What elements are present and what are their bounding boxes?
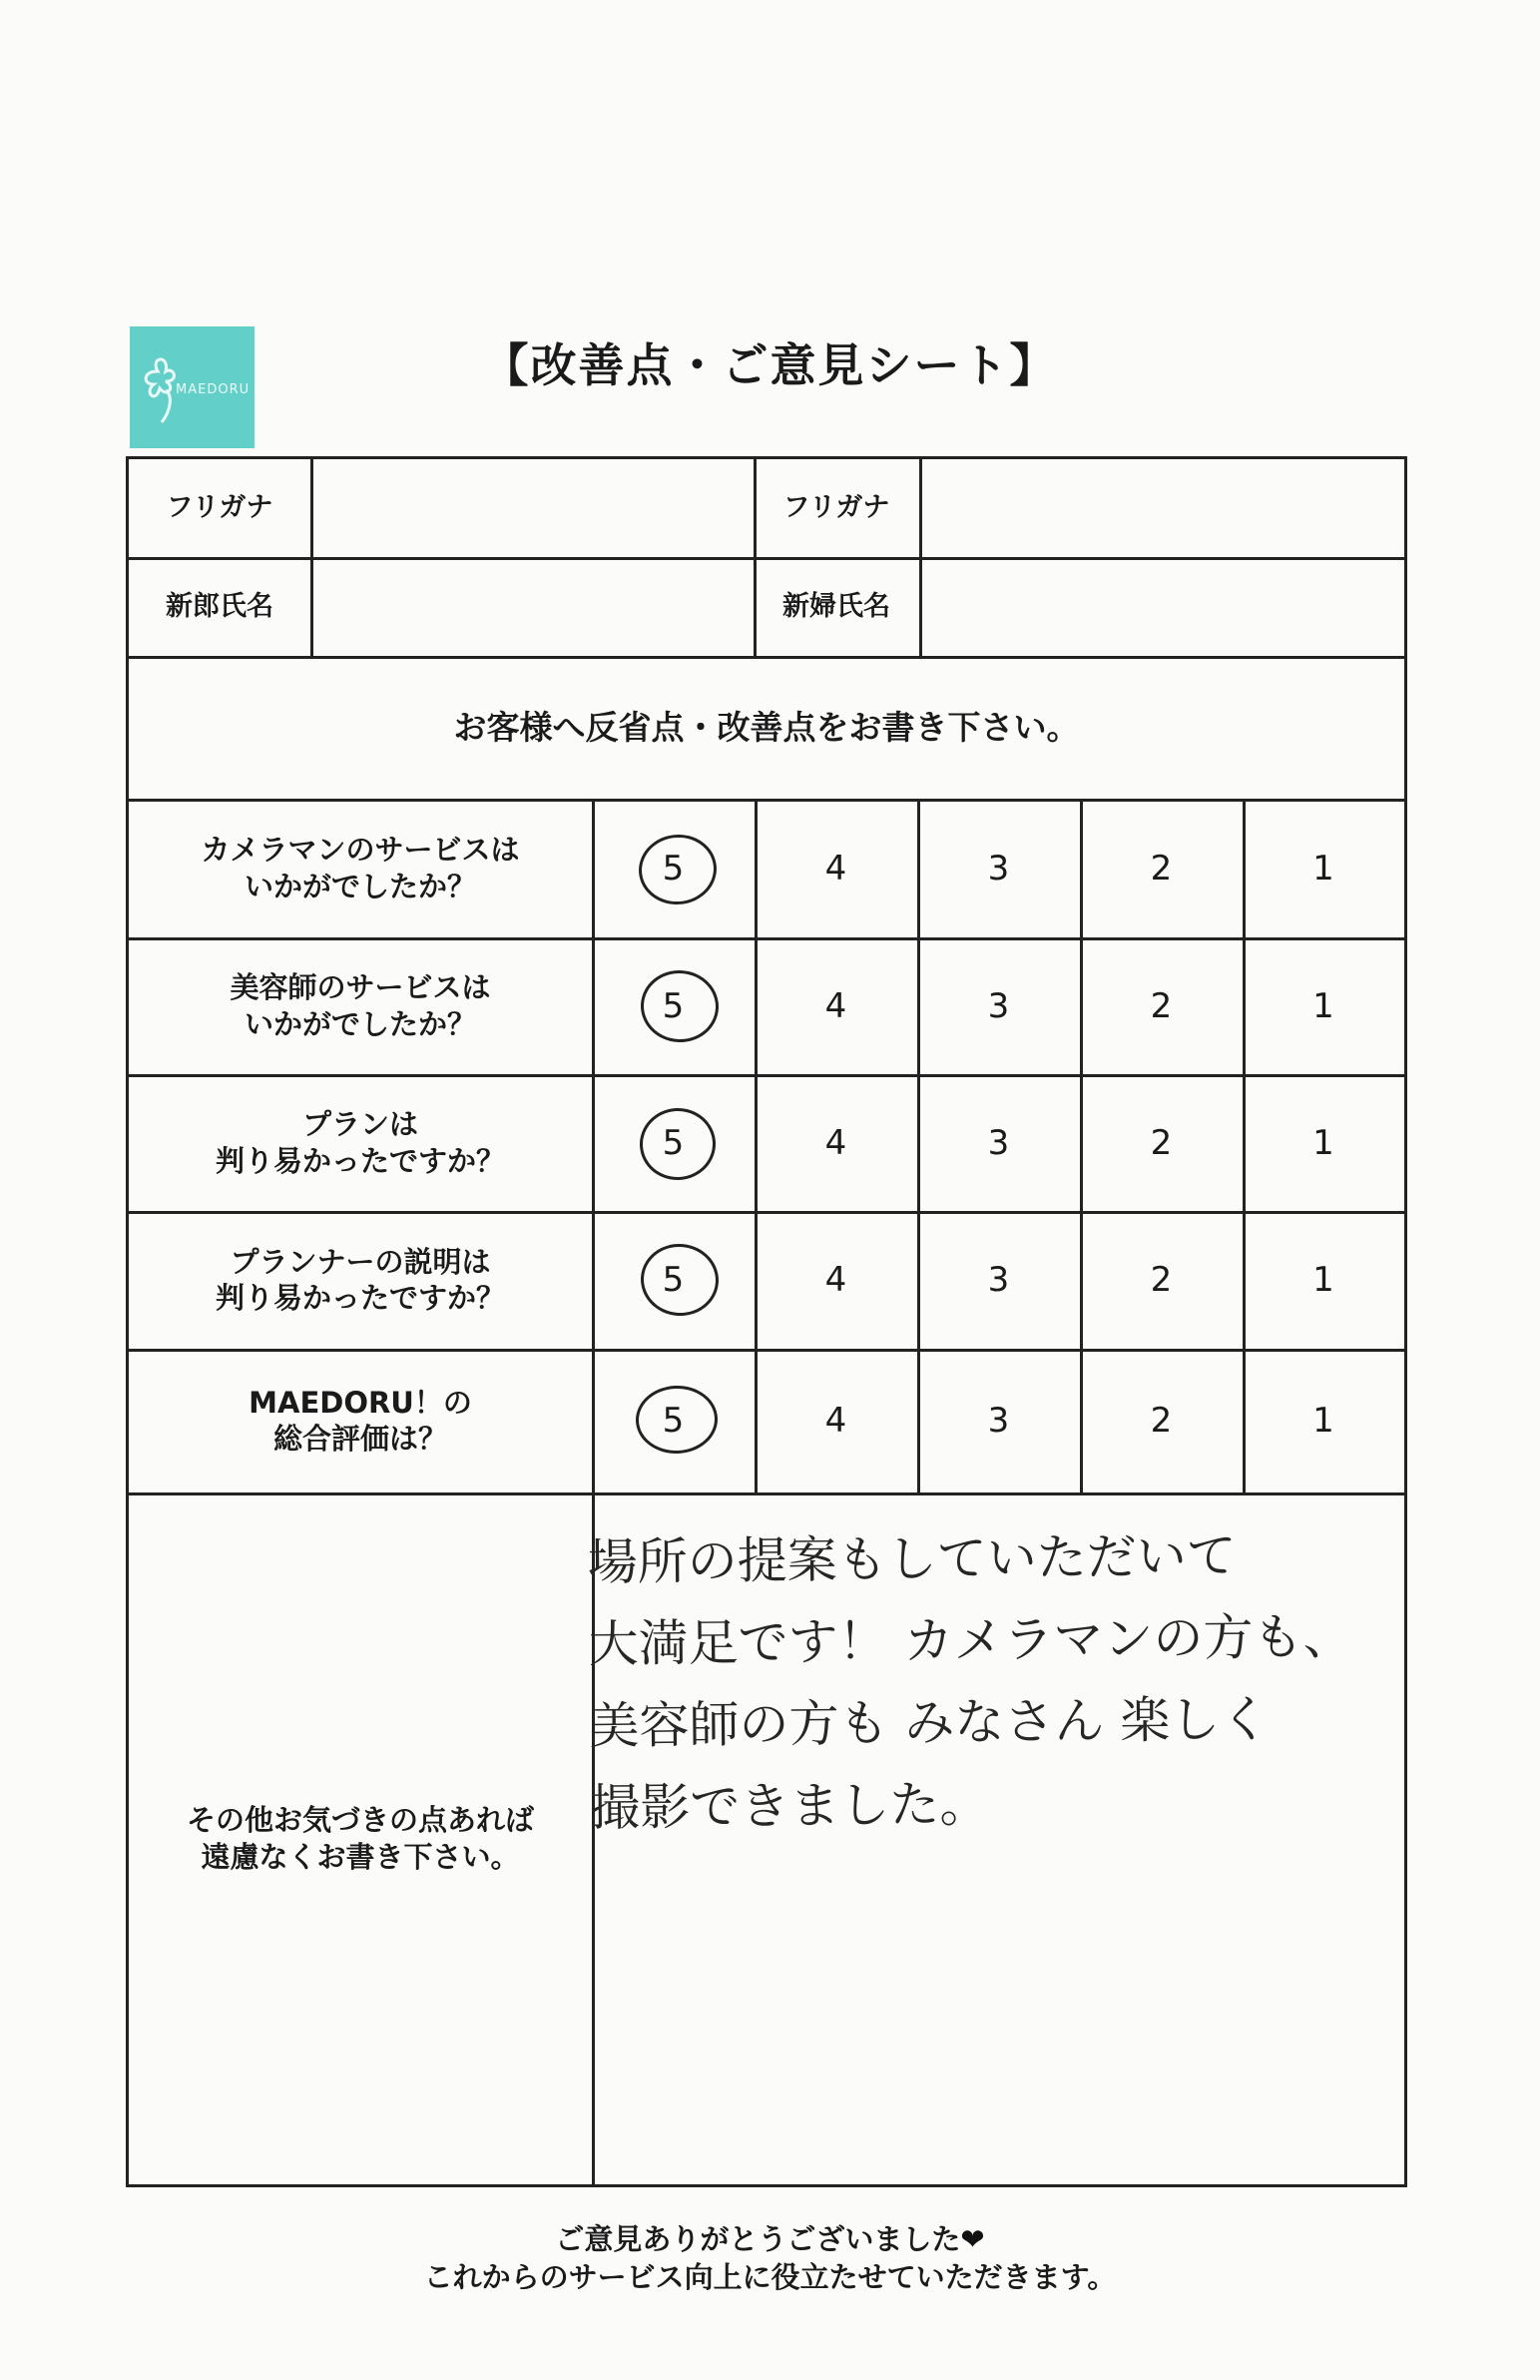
- col-divider: [919, 459, 922, 656]
- rating-option-1[interactable]: 1: [1312, 1122, 1334, 1163]
- heart-icon: ❤: [960, 2222, 985, 2256]
- instruction-text: お客様へ反省点・改善点をお書き下さい。: [453, 707, 1080, 747]
- question-label: カメラマンのサービスは いかがでしたか？: [201, 833, 520, 903]
- logo-text: MAEDORU: [176, 382, 251, 397]
- rating-option-4[interactable]: 4: [824, 848, 847, 889]
- rating-option-1[interactable]: 1: [1312, 985, 1334, 1026]
- rating-option-2[interactable]: 2: [1150, 1122, 1173, 1163]
- rating-option-4[interactable]: 4: [824, 1260, 847, 1300]
- rating-option-1[interactable]: 1: [1312, 1260, 1334, 1300]
- rating-option-3[interactable]: 3: [987, 1260, 1010, 1300]
- rating-option-3[interactable]: 3: [987, 1122, 1010, 1163]
- rating-option-3[interactable]: 3: [987, 985, 1010, 1026]
- rating-option-5[interactable]: 5: [662, 1260, 685, 1300]
- col-divider: [310, 459, 313, 656]
- bride-furigana-label: フリガナ: [782, 492, 890, 524]
- rating-option-4[interactable]: 4: [824, 1122, 847, 1163]
- question-label: プランは 判り易かったですか？: [215, 1107, 505, 1178]
- feedback-form: [126, 456, 1407, 2187]
- question-label: MAEDORU！の 総合評価は？: [249, 1385, 472, 1456]
- rating-option-5[interactable]: 5: [662, 1122, 685, 1163]
- comments-label: その他お気づきの点あれば 遠慮なくお書き下さい。: [186, 1803, 534, 1874]
- rating-option-2[interactable]: 2: [1150, 1260, 1173, 1300]
- rating-option-3[interactable]: 3: [987, 848, 1010, 889]
- rating-option-4[interactable]: 4: [824, 1401, 847, 1441]
- rating-option-5[interactable]: 5: [662, 1401, 685, 1441]
- rating-option-2[interactable]: 2: [1150, 1401, 1173, 1441]
- rating-option-2[interactable]: 2: [1150, 985, 1173, 1026]
- footer-line-2: これからのサービス向上に役立たせていただきます。: [423, 2260, 1117, 2294]
- rating-option-5[interactable]: 5: [662, 985, 685, 1026]
- groom-furigana-label: フリガナ: [166, 492, 273, 524]
- thanks-text: ご意見ありがとうございました: [555, 2222, 961, 2256]
- question-label: 美容師のサービスは いかがでしたか？: [230, 970, 491, 1041]
- rating-option-1[interactable]: 1: [1312, 848, 1334, 889]
- sheet-title: 【改善点・ご意見シート】: [482, 338, 1058, 392]
- question-label: プランナーの説明は 判り易かったですか？: [215, 1244, 505, 1315]
- footer-line-1: [0, 2220, 1540, 2258]
- rating-option-5[interactable]: 5: [662, 848, 685, 889]
- handwritten-comment: 場所の提案もしていただいて 大満足です！ カメラマンの方も、 美容師の方も みなさん 楽しく 撮影できました。: [587, 1526, 1353, 1838]
- bride-name-label: 新婦氏名: [782, 590, 890, 622]
- rating-option-4[interactable]: 4: [824, 985, 847, 1026]
- rating-option-3[interactable]: 3: [987, 1401, 1010, 1441]
- rating-option-1[interactable]: 1: [1312, 1401, 1334, 1441]
- footer: [0, 2220, 1540, 2296]
- groom-name-label: 新郎氏名: [166, 590, 273, 622]
- rating-option-2[interactable]: 2: [1150, 848, 1173, 889]
